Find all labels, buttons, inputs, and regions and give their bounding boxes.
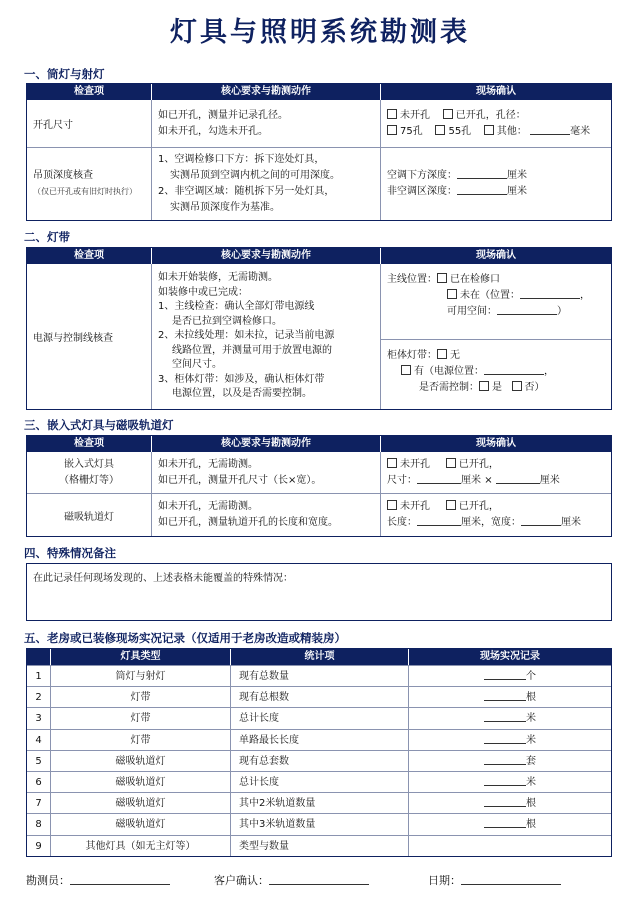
checkbox-other[interactable] [484,125,494,135]
checkbox-has[interactable] [401,365,411,375]
req-line: 空间尺寸。 [172,359,222,371]
available-space-field[interactable] [497,304,557,315]
table-header [27,248,611,264]
notes-box[interactable] [26,563,612,621]
record-unit: 米 [526,776,536,788]
row-number: 4 [27,730,51,750]
stat-item: 总计长度 [231,772,409,792]
power-position-field[interactable] [484,364,544,375]
table-embedded-track [26,435,612,537]
record-unit: 根 [526,819,536,831]
stat-item: 类型与数量 [231,836,409,856]
length-field[interactable] [417,473,461,484]
label-surveyor: 勘测员： [26,874,70,887]
req-line: 是否已拉到空调检修口。 [172,315,282,327]
record-cell [409,836,611,856]
position-field[interactable] [520,288,580,299]
lamp-type: 灯带 [51,708,231,728]
stat-item: 现有总数量 [231,666,409,686]
label-available-space: 可用空间： [447,306,497,317]
times-sign: × [484,474,493,486]
row-number: 1 [27,666,51,686]
label-yes: 是 [492,382,502,393]
record-cell [409,751,611,771]
checkbox-yes[interactable] [479,381,489,391]
stat-item: 其中3米轨道数量 [231,814,409,834]
label-client: 客户确认： [214,874,269,887]
surveyor-signature [26,872,170,888]
record-unit: 个 [526,671,536,682]
label-main-line: 主线位置： [387,274,437,285]
other-size-field[interactable] [530,124,570,135]
record-field[interactable] [484,690,526,701]
label-not-at-port: 未在（位置： [460,290,520,301]
item-embedded: 嵌入式灯具 [64,458,114,470]
label-other: 其他： [496,125,527,137]
req-line: 如未开始装修，无需勘测。 [158,272,278,284]
section-3-title: 三、嵌入式灯具与磁吸轨道灯 [24,418,174,432]
req-line: 如已开孔，测量并记录孔径。 [158,109,288,121]
date-signature [428,872,561,888]
item-ceiling-depth: 吊顶深度核查 [33,170,93,181]
stat-item: 单路最长长度 [231,730,409,750]
table-row [27,100,611,147]
req-line: 线路位置，并测量可用于放置电源的 [172,344,332,356]
lamp-type: 筒灯与射灯 [51,666,231,686]
unit-cm: 厘米 [461,474,481,486]
item-sub: （格栅灯等） [59,474,119,486]
table-strip-lights [26,247,612,410]
page-title: 灯具与照明系统勘测表 [170,17,470,48]
header-req: 核心要求与勘测动作 [152,436,381,452]
row-number: 9 [27,836,51,856]
record-field[interactable] [484,775,526,786]
table-row [27,771,611,792]
req-line: 如未开孔，无需勘测。 [158,501,258,512]
checkbox-75[interactable] [387,125,397,135]
row-number: 8 [27,814,51,834]
req-line: 实测吊顶深度作为基准。 [170,202,280,213]
header-record: 现场实况记录 [480,651,540,662]
record-cell [409,666,611,686]
label-nonac-depth: 非空调区深度： [387,186,457,197]
item-note: （仅已开孔或有旧灯时执行） [33,187,137,196]
record-cell [409,772,611,792]
record-cell [409,793,611,813]
label-not-opened: 未开孔 [400,458,430,470]
label-none: 无 [450,350,460,361]
table-row [27,147,611,220]
table-header [27,436,611,452]
table-row [27,729,611,750]
record-field[interactable] [484,796,526,807]
table-downlights [26,83,612,221]
req-line: 2、未拉线处理：如未拉，记录当前电源 [158,330,335,342]
record-cell [409,814,611,834]
table-row [27,665,611,686]
header-no [27,649,51,665]
item-hole-size: 开孔尺寸 [33,120,73,131]
header-confirm: 现场确认 [476,86,516,97]
header-confirm: 现场确认 [476,438,516,449]
table-row [27,707,611,728]
item-power-control: 电源与控制线核查 [33,333,113,344]
checkbox-not-opened[interactable] [387,109,397,119]
width-field[interactable] [496,473,540,484]
track-width-field[interactable] [521,515,561,526]
checkbox-55[interactable] [435,125,445,135]
req-line: 如未开孔，勾选未开孔。 [158,125,268,137]
record-cell [409,687,611,707]
table-row [27,835,611,856]
record-field[interactable] [484,733,526,744]
label-size: 尺寸： [387,474,417,486]
header-stat: 统计项 [231,649,409,665]
record-unit: 根 [526,798,536,810]
record-field[interactable] [484,669,526,680]
row-number: 3 [27,708,51,728]
checkbox-none[interactable] [437,349,447,359]
record-unit: 根 [526,692,536,704]
req-line: 如装修中或已完成： [158,286,248,298]
stat-item: 现有总根数 [231,687,409,707]
stat-item: 其中2米轨道数量 [231,793,409,813]
label-cabinet-strip: 柜体灯带： [387,350,437,361]
table-row: 电源与控制线核查 如未开始装修，无需勘测。 如装修中或已完成： 1、主线检查：确认全部灯带电源线 是否已拉到空调检修口。 2、未拉线处理：如未拉，记录当前电源 线路位置，并测量可用于放置电源的 空间尺寸。 3、柜体灯带：如涉及，确认柜体灯带 电源位置，以及是否需要控制。 主线位置： 已在检修口 未在（位置： ， 可用空间： ） 柜体灯带： 无 有（电源位置： ， 是否需控制： 是 否） [27,264,611,409]
label-has: 有（电源位置： [414,366,484,377]
req-line: 电源位置，以及是否需要控制。 [172,388,312,400]
header-item: 检查项 [27,436,152,452]
req-line: 2、非空调区域：随机拆下另一处灯具， [158,186,335,197]
label-75: 75孔 [400,125,423,137]
req-line: 如已开孔，测量轨道开孔的长度和宽度。 [158,517,338,528]
lamp-type: 灯带 [51,687,231,707]
req-line: 如未开孔，无需勘测。 [158,458,258,470]
table-row [27,686,611,707]
section-4-title: 四、特殊情况备注 [24,546,116,560]
stat-item: 总计长度 [231,708,409,728]
unit-cm: 厘米 [561,517,581,528]
record-unit: 套 [526,755,536,767]
unit-cm: 厘米 [507,170,527,181]
row-number: 5 [27,751,51,771]
lamp-type: 磁吸轨道灯 [51,793,231,813]
label-not-opened: 未开孔 [400,501,430,512]
record-unit: 米 [526,734,536,746]
req-line: 1、主线检查：确认全部灯带电源线 [158,301,315,313]
table-row [27,792,611,813]
label-length: 长度： [387,517,417,528]
surveyor-field[interactable] [70,874,170,885]
label-55: 55孔 [448,125,472,137]
unit-mm: 毫米 [570,125,591,137]
table-row [27,493,611,536]
client-signature [214,872,369,888]
lamp-type: 灯带 [51,730,231,750]
row-number: 2 [27,687,51,707]
checkbox-not-at-port[interactable] [447,289,457,299]
header-confirm: 现场确认 [476,250,516,261]
table-existing-record [26,648,612,857]
track-length-field[interactable] [417,515,461,526]
label-at-port: 已在检修口 [450,274,500,285]
header-item: 检查项 [27,248,152,264]
table-header [27,649,611,665]
table-row [27,813,611,834]
table-row [27,750,611,771]
row-number: 6 [27,772,51,792]
section-2-title: 二、灯带 [24,230,70,244]
label-opened: 已开孔， [458,501,499,512]
section-1-title: 一、筒灯与射灯 [24,67,105,81]
notes-prompt: 在此记录任何现场发现的、上述表格未能覆盖的特殊情况： [33,573,293,584]
lamp-type: 磁吸轨道灯 [51,814,231,834]
record-cell [409,730,611,750]
row-number: 7 [27,793,51,813]
req-line: 如已开孔，测量开孔尺寸（长×宽）。 [158,474,322,486]
checkbox-opened[interactable] [446,458,456,468]
date-field[interactable] [461,874,561,885]
ac-depth-field[interactable] [457,168,507,179]
client-field[interactable] [269,874,369,885]
lamp-type: 其他灯具（如无主灯等） [51,836,231,856]
header-item: 检查项 [27,84,152,100]
label-width: 厘米，宽度： [461,517,521,528]
table-row [27,452,611,493]
table-header [27,84,611,100]
lamp-type: 磁吸轨道灯 [51,751,231,771]
label-opened: 已开孔，孔径： [455,109,526,121]
req-line: 3、柜体灯带：如涉及，确认柜体灯带 [158,373,325,385]
item-track: 磁吸轨道灯 [64,511,114,523]
checkbox-at-port[interactable] [437,273,447,283]
req-line: 1、空调检修口下方：拆下迩处灯具， [158,154,325,165]
lamp-type: 磁吸轨道灯 [51,772,231,792]
header-type: 灯具类型 [51,649,231,665]
record-field[interactable] [484,711,526,722]
header-req: 核心要求与勘测动作 [152,84,381,100]
label-date: 日期： [428,874,461,887]
record-cell [409,708,611,728]
label-opened: 已开孔， [458,458,499,470]
record-field[interactable] [484,817,526,828]
unit-cm: 厘米 [539,474,560,486]
req-line: 实测吊顶到空调内机之间的可用深度。 [170,170,340,181]
record-field[interactable] [484,754,526,765]
checkbox-opened[interactable] [446,500,456,510]
stat-item: 现有总套数 [231,751,409,771]
checkbox-opened[interactable] [443,109,453,119]
unit-cm: 厘米 [507,186,527,197]
checkbox-no[interactable] [512,381,522,391]
nonac-depth-field[interactable] [457,184,507,195]
label-ac-depth: 空调下方深度： [387,170,457,181]
label-not-opened: 未开孔 [400,109,430,121]
section-5-title: 五、老房或已装修现场实况记录（仅适用于老房改造或精装房） [24,631,346,645]
checkbox-not-opened[interactable] [387,500,397,510]
header-req: 核心要求与勘测动作 [152,248,381,264]
label-need-control: 是否需控制： [419,382,479,393]
record-unit: 米 [526,713,536,725]
checkbox-not-opened[interactable] [387,458,397,468]
label-no: 否） [524,382,545,393]
